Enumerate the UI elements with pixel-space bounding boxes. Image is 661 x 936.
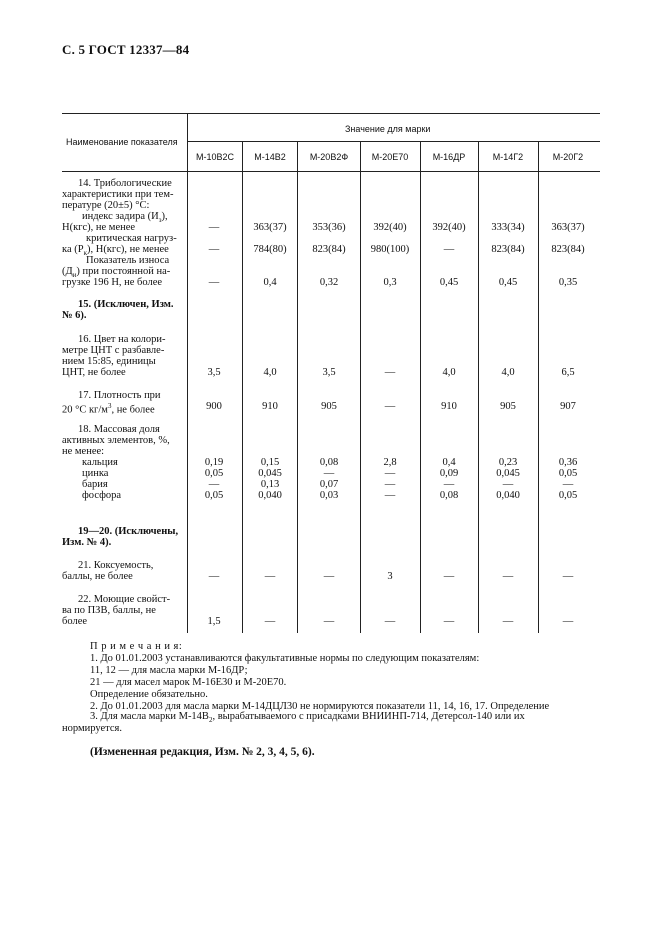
row22-line: более <box>62 616 88 627</box>
cell: 4,0 <box>263 367 277 378</box>
note-3-cont: нормируется. <box>62 723 122 734</box>
row14-wear-label: $(Д_и)$ при постоянной на- <box>62 266 171 280</box>
cell: 784(80) <box>253 244 287 255</box>
cell: 0,19 <box>204 457 224 468</box>
cell: 0,08 <box>439 490 459 501</box>
cell: — <box>323 571 335 582</box>
cell: 0,4 <box>442 457 456 468</box>
element-label: цинка <box>82 468 109 479</box>
element-label: фосфора <box>82 490 122 501</box>
row14-line: 14. Трибологические <box>78 178 172 189</box>
row15-line: № 6). <box>62 310 87 321</box>
cell: 0,45 <box>498 277 518 288</box>
cell: 0,13 <box>260 479 280 490</box>
cell: 0,09 <box>439 468 459 479</box>
cell: 392(40) <box>432 222 466 233</box>
cell: 353(36) <box>312 222 346 233</box>
cell: 363(37) <box>551 222 585 233</box>
row18-line: активных элементов, %, <box>62 435 170 446</box>
cell: — <box>208 479 220 490</box>
row16-line: нием 15:85, единицы <box>62 356 156 367</box>
row14-index-label: индекс задира $(И_з)$, <box>82 211 168 225</box>
row16-line: метре ЦНТ с разбавле- <box>62 345 165 356</box>
cell: 2,8 <box>383 457 397 468</box>
cell: — <box>384 616 396 627</box>
cell: — <box>208 277 220 288</box>
row21-line: баллы, не более <box>62 571 133 582</box>
cell: — <box>502 479 514 490</box>
col-divider <box>478 141 479 633</box>
col-divider <box>242 141 243 633</box>
row17-line: 17. Плотность при <box>78 390 161 401</box>
cell: 0,05 <box>204 490 224 501</box>
cell: — <box>502 571 514 582</box>
cell: 0,03 <box>319 490 339 501</box>
element-label: кальция <box>82 457 118 468</box>
note-1b: 21 — для масел марок М-16Е30 и М-20Е70. <box>90 677 287 688</box>
cell: 0,040 <box>258 490 282 501</box>
note-1a: 11, 12 — для масла марки М-16ДР; <box>90 665 248 676</box>
cell: 823(84) <box>491 244 525 255</box>
col-divider <box>297 141 298 633</box>
cell: 0,45 <box>439 277 459 288</box>
col-header-m14v2: М-14В2 <box>254 152 286 162</box>
cell: 333(34) <box>491 222 525 233</box>
cell: 0,4 <box>263 277 277 288</box>
row19-line: Изм. № 4). <box>62 537 112 548</box>
cell: — <box>562 571 574 582</box>
cell: 0,05 <box>204 468 224 479</box>
cell: — <box>384 490 396 501</box>
cell: 905 <box>321 401 337 412</box>
table-header-rule <box>62 171 600 172</box>
cell: 900 <box>206 401 222 412</box>
notes-title: П р и м е ч а н и я: <box>90 641 183 652</box>
col-header-m16dr: М-16ДР <box>432 152 466 162</box>
cell: — <box>443 571 455 582</box>
page-header: С. 5 ГОСТ 12337—84 <box>62 42 190 57</box>
cell: — <box>384 479 396 490</box>
row22-line: ва по ПЗВ, баллы, не <box>62 605 156 616</box>
cell: 363(37) <box>253 222 287 233</box>
row14-line: характеристики при тем- <box>62 189 174 200</box>
cell: — <box>384 401 396 412</box>
note-1c: Определение обязательно. <box>90 689 208 700</box>
cell: — <box>502 616 514 627</box>
col-header-m14g2: М-14Г2 <box>492 152 524 162</box>
note-1: 1. До 01.01.2003 устанавливаются факультативные нормы по следующим показателям: <box>90 653 480 664</box>
row14-load-label: ка $(Р_к)$, Н(кгс), не менее <box>62 244 169 258</box>
row22-line: 22. Моющие свойст- <box>78 594 171 605</box>
cell: 3,5 <box>207 367 221 378</box>
cell: 3 <box>387 571 393 582</box>
cell: — <box>562 479 574 490</box>
cell: 392(40) <box>373 222 407 233</box>
cell: 905 <box>500 401 516 412</box>
table-top-rule <box>62 113 600 114</box>
cell: 0,040 <box>496 490 520 501</box>
cell: — <box>384 468 396 479</box>
cell: 0,08 <box>319 457 339 468</box>
col-divider <box>360 141 361 633</box>
cell: — <box>384 367 396 378</box>
col-divider <box>538 141 539 633</box>
col-header-m20e70: М-20Е70 <box>371 152 409 162</box>
row18-line: не менее: <box>62 446 105 457</box>
cell: 0,05 <box>558 490 578 501</box>
cell: — <box>443 616 455 627</box>
note-2: 2. До 01.01.2003 для масла марки М-14ДЦЛ30 не нормируются показатели 11, 14, 16, 17. Определение <box>90 701 550 712</box>
row14-line: Показатель износа <box>86 255 170 266</box>
cell: 980(100) <box>370 244 410 255</box>
col-divider <box>420 141 421 633</box>
cell: — <box>443 479 455 490</box>
cell: 0,36 <box>558 457 578 468</box>
cell: — <box>208 222 220 233</box>
cell: 0,07 <box>319 479 339 490</box>
cell: 0,35 <box>558 277 578 288</box>
row21-line: 21. Коксуемость, <box>78 560 154 571</box>
row16-line: ЦНТ, не более <box>62 367 126 378</box>
row16-line: 16. Цвет на колори- <box>78 334 166 345</box>
cell: — <box>208 571 220 582</box>
note-3: 3. Для масла марки $М-14В_2$, вырабатываемого с присадками ВНИИНП-714, Детерсол-140 или их <box>90 711 525 725</box>
cell: — <box>443 244 455 255</box>
row14-line: грузке 196 Н, не более <box>62 277 163 288</box>
row17-line: 20 °С $кг/м^3$, не более <box>62 402 155 416</box>
cell: — <box>264 571 276 582</box>
col-header-m20v2f: М-20В2Ф <box>309 152 349 162</box>
amendment-note: (Измененная редакция, Изм. № 2, 3, 4, 5, 6). <box>90 746 315 758</box>
cell: 1,5 <box>207 616 221 627</box>
cell: 823(84) <box>551 244 585 255</box>
element-label: бария <box>82 479 108 490</box>
cell: — <box>323 468 335 479</box>
cell: 0,15 <box>260 457 280 468</box>
cell: 3,5 <box>322 367 336 378</box>
col-header-group: Значение для марки <box>345 124 431 134</box>
row14-line: пературе (20±5) °С: <box>62 200 150 211</box>
row19-line: 19—20. (Исключены, <box>78 526 179 537</box>
cell: — <box>208 244 220 255</box>
col-header-m20g2: М-20Г2 <box>552 152 584 162</box>
cell: — <box>264 616 276 627</box>
col-header-indicator: Наименование показателя <box>66 137 178 147</box>
row18-line: 18. Массовая доля <box>78 424 160 435</box>
cell: 907 <box>560 401 576 412</box>
cell: 6,5 <box>561 367 575 378</box>
cell: 910 <box>262 401 278 412</box>
cell: 0,23 <box>498 457 518 468</box>
cell: 0,05 <box>558 468 578 479</box>
row15-line: 15. (Исключен, Изм. <box>78 299 174 310</box>
row14-line: Н(кгс), не менее <box>62 222 136 233</box>
cell: 0,045 <box>258 468 282 479</box>
cell: 4,0 <box>501 367 515 378</box>
cell: 4,0 <box>442 367 456 378</box>
row14-line: критическая нагруз- <box>86 233 177 244</box>
cell: 0,045 <box>496 468 520 479</box>
cell: 0,3 <box>383 277 397 288</box>
cell: 0,32 <box>319 277 339 288</box>
cell: 823(84) <box>312 244 346 255</box>
cell: — <box>562 616 574 627</box>
cell: — <box>323 616 335 627</box>
col-header-m10v2s: М-10В2С <box>195 152 234 162</box>
cell: 910 <box>441 401 457 412</box>
